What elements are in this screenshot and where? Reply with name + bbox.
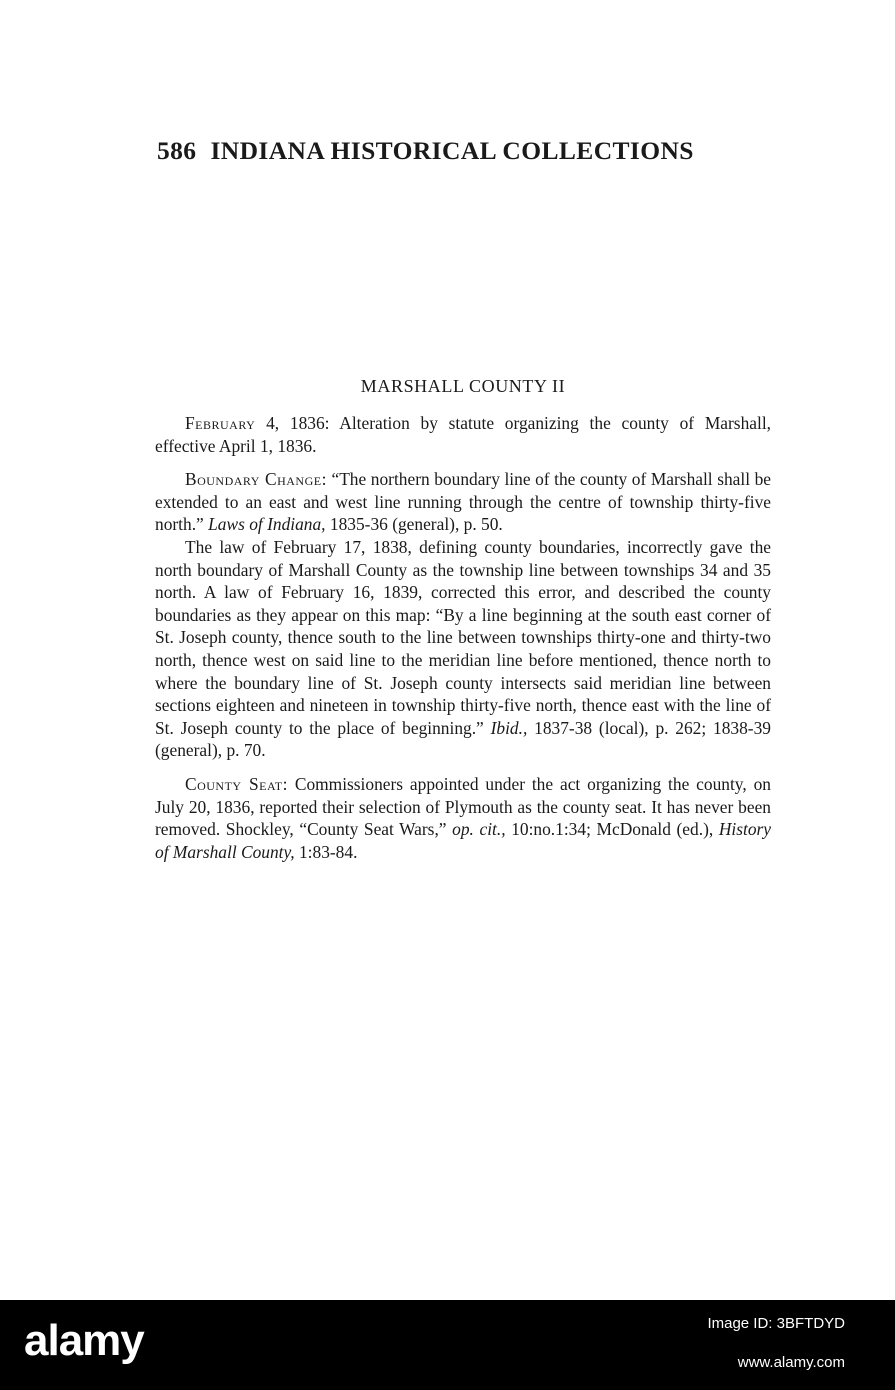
entry-label-county-seat: County Seat: xyxy=(185,773,288,794)
citation-italic: Laws of Indiana, xyxy=(208,514,326,535)
section-heading: MARSHALL COUNTY II xyxy=(360,376,566,396)
paragraph-february xyxy=(155,412,771,457)
paragraph-text: Commissioners appointed under the act organizing the county, on July 20, 1836, reported their selection of Plymouth as the county seat. It has never been removed. Shockley, “County Seat Wars,” xyxy=(155,773,771,840)
page-number: 586 xyxy=(157,136,197,165)
entry-date: 4, 1836: xyxy=(255,413,330,433)
citation-text: 1:83-84. xyxy=(294,841,358,862)
citation-book-title: History of Marshall County, xyxy=(155,819,772,862)
citation-op-cit: op. cit., xyxy=(452,819,506,840)
entry-label-boundary-change: Boundary Change: xyxy=(185,469,327,490)
citation-text: 1837-38 (local), p. 262; 1838-39 (general), p. 70. xyxy=(155,717,771,761)
citation-text: 1835-36 (general), p. 50. xyxy=(325,514,503,535)
image-id: Image ID: 3BFTDYD xyxy=(707,1315,845,1332)
paragraph-text: “The northern boundary line of the county of Marshall shall be extended to an east and west line running through the centre of township thirty-five north.” xyxy=(155,469,771,535)
paragraph-county-seat xyxy=(155,773,771,863)
paragraph-text: Alteration by statute organizing the county of Marshall, effective April 1, 1836. xyxy=(155,413,771,456)
entry-label-february: February xyxy=(185,413,256,433)
running-head xyxy=(157,136,757,166)
citation-ibid: Ibid., xyxy=(490,717,528,738)
paragraph-boundary-change xyxy=(155,468,771,536)
paragraph-text: The law of February 17, 1838, defining county boundaries, incorrectly gave the north boundary of Marshall County as the township line between townships 34 and 35 north. A law of February 16, 1839, corrected this error, and described the county boundaries as they appear on this map: “By a line beginning at the south east corner of St. Joseph county, thence south to the line between townships thirty-one and thirty-two north, thence west on said line to the meridian line before mentioned, thence north to where the boundary line of St. Joseph county intersects said meridian line between sections eighteen and nineteen in township thirty-five north, thence east with the line of St. Joseph county to the place of beginning.” xyxy=(155,536,771,738)
alamy-logo: alamy xyxy=(24,1316,144,1365)
paragraph-law-1838 xyxy=(155,536,771,762)
body-text xyxy=(155,412,771,863)
stock-url: www.alamy.com xyxy=(737,1354,845,1371)
running-head-title: INDIANA HISTORICAL COLLECTIONS xyxy=(210,136,694,165)
citation-text: 10:no.1:34; McDonald (ed.), xyxy=(505,819,719,840)
stock-watermark-bar xyxy=(0,1300,895,1390)
